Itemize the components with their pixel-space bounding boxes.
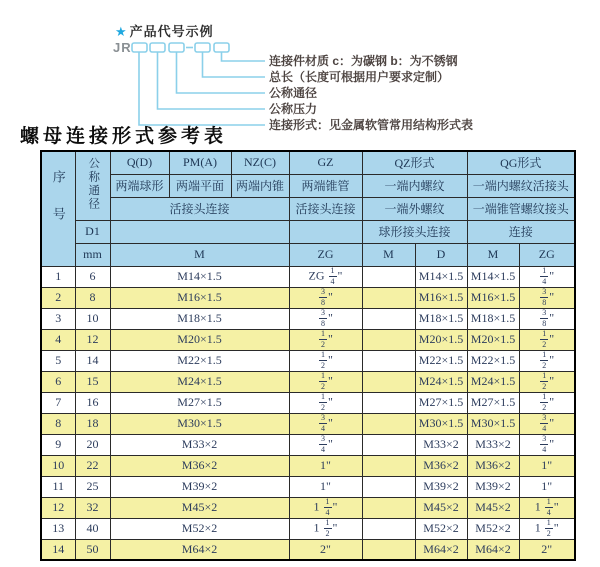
cell-dn-mm: 22 — [75, 455, 110, 476]
cell-gz-zg: 1" — [289, 476, 362, 497]
cell-qg-zg: 2" — [519, 539, 575, 560]
header-endtype-gz: 两端锥管 — [289, 174, 362, 197]
code-prefix: JR — [113, 40, 132, 55]
cell-qg-zg: $\frac{1}{4}$ " — [519, 266, 575, 287]
table-row — [41, 329, 575, 350]
cell-thread-m: M20×1.5 — [110, 329, 289, 350]
star-icon: ★ — [115, 24, 128, 39]
header-subconn-qz: 球形接头连接 — [362, 220, 467, 243]
table-row — [41, 413, 575, 434]
cell-qg-zg: $\frac{1}{2}$ " — [519, 392, 575, 413]
code-label-pressure: 公称压力 — [269, 102, 318, 116]
cell-thread-m: M39×2 — [110, 476, 289, 497]
cell-qz-m — [362, 392, 415, 413]
cell-qz-m — [362, 518, 415, 539]
cell-qg-m: M16×1.5 — [467, 287, 519, 308]
cell-qz-m — [362, 413, 415, 434]
cell-qg-zg: $\frac{3}{4}$ " — [519, 413, 575, 434]
cell-qz-d: M14×1.5 — [415, 266, 467, 287]
connector-line — [203, 52, 266, 77]
header-endtype-pma: 两端平面 — [169, 174, 231, 197]
cell-seq: 13 — [41, 518, 75, 539]
code-label-diameter: 公称通径 — [269, 86, 318, 100]
cell-qz-d: M52×2 — [415, 518, 467, 539]
cell-dn-mm: 6 — [75, 266, 110, 287]
cell-dn-mm: 32 — [75, 497, 110, 518]
header-thread-qz-d: D — [415, 243, 467, 266]
cell-seq: 5 — [41, 350, 75, 371]
cell-dn-mm: 10 — [75, 308, 110, 329]
header-code-qd: Q(D) — [110, 151, 169, 174]
cell-qz-d: M45×2 — [415, 497, 467, 518]
cell-qg-m: M20×1.5 — [467, 329, 519, 350]
cell-qz-m — [362, 476, 415, 497]
cell-thread-m: M52×2 — [110, 518, 289, 539]
cell-dn-mm: 15 — [75, 371, 110, 392]
header-code-qg: QG形式 — [467, 151, 575, 174]
code-box — [132, 43, 147, 52]
table-row — [41, 392, 575, 413]
header-code-qz: QZ形式 — [362, 151, 467, 174]
connector-line — [222, 52, 266, 61]
cell-seq: 8 — [41, 413, 75, 434]
cell-qz-d: M22×1.5 — [415, 350, 467, 371]
cell-dn-mm: 8 — [75, 287, 110, 308]
code-box — [169, 43, 184, 52]
cell-qz-m — [362, 455, 415, 476]
header-nominal-diameter: 公称通径 — [75, 151, 110, 220]
header-conn-qg: 一端锥管螺纹接头 — [467, 197, 575, 220]
cell-qz-d: M20×1.5 — [415, 329, 467, 350]
code-label-length: 总长（长度可根据用户要求定制） — [269, 70, 450, 84]
cell-seq: 3 — [41, 308, 75, 329]
table-row — [41, 371, 575, 392]
header-thread-zg: ZG — [289, 243, 362, 266]
cell-gz-zg: 1 $\frac{1}{4}$ " — [289, 497, 362, 518]
cell-qz-m — [362, 266, 415, 287]
cell-dn-mm: 18 — [75, 413, 110, 434]
cell-seq: 2 — [41, 287, 75, 308]
cell-dn-mm: 16 — [75, 392, 110, 413]
cell-qg-m: M64×2 — [467, 539, 519, 560]
code-box — [150, 43, 165, 52]
table-row — [41, 266, 575, 287]
header-thread-qg-m: M — [467, 243, 519, 266]
header-endtype-qz: 一端内螺纹 — [362, 174, 467, 197]
cell-qz-d: M36×2 — [415, 455, 467, 476]
table-row — [41, 308, 575, 329]
cell-gz-zg: $\frac{3}{8}$ " — [289, 287, 362, 308]
cell-qz-m — [362, 329, 415, 350]
cell-qg-m: M14×1.5 — [467, 266, 519, 287]
cell-qz-d: M27×1.5 — [415, 392, 467, 413]
cell-qz-d: M30×1.5 — [415, 413, 467, 434]
cell-qz-d: M33×2 — [415, 434, 467, 455]
cell-dn-mm: 40 — [75, 518, 110, 539]
cell-gz-zg: $\frac{1}{2}$ " — [289, 371, 362, 392]
header-code-nzc: NZ(C) — [231, 151, 289, 174]
cell-gz-zg: $\frac{1}{2}$ " — [289, 350, 362, 371]
cell-gz-zg: 1" — [289, 455, 362, 476]
cell-thread-m: M64×2 — [110, 539, 289, 560]
cell-thread-m: M24×1.5 — [110, 371, 289, 392]
header-blank-m — [110, 220, 289, 243]
diagram-heading-text: 产品代号示例 — [129, 24, 214, 39]
cell-gz-zg: 1 $\frac{1}{2}$ " — [289, 518, 362, 539]
cell-qg-m: M18×1.5 — [467, 308, 519, 329]
header-code-pma: PM(A) — [169, 151, 231, 174]
cell-qg-zg: 1 $\frac{1}{4}$ " — [519, 497, 575, 518]
cell-gz-zg: 2" — [289, 539, 362, 560]
cell-qg-m: M22×1.5 — [467, 350, 519, 371]
cell-qg-m: M52×2 — [467, 518, 519, 539]
cell-qz-m — [362, 308, 415, 329]
cell-qg-zg: $\frac{3}{8}$ " — [519, 308, 575, 329]
cell-qg-zg: $\frac{1}{2}$ " — [519, 329, 575, 350]
cell-dn-mm: 50 — [75, 539, 110, 560]
header-mm: mm — [75, 243, 110, 266]
code-label-material: 连接件材质 c：为碳钢 b：为不锈钢 — [269, 54, 458, 68]
cell-qz-m — [362, 539, 415, 560]
cell-qz-m — [362, 350, 415, 371]
header-thread-qz-m: M — [362, 243, 415, 266]
cell-gz-zg: $\frac{1}{2}$ " — [289, 329, 362, 350]
cell-seq: 11 — [41, 476, 75, 497]
cell-seq: 7 — [41, 392, 75, 413]
cell-qz-m — [362, 287, 415, 308]
code-box — [214, 43, 229, 52]
cell-qz-d: M16×1.5 — [415, 287, 467, 308]
table-row — [41, 518, 575, 539]
cell-seq: 10 — [41, 455, 75, 476]
cell-dn-mm: 25 — [75, 476, 110, 497]
cell-seq: 12 — [41, 497, 75, 518]
cell-seq: 6 — [41, 371, 75, 392]
cell-thread-m: M16×1.5 — [110, 287, 289, 308]
cell-qg-zg: 1 $\frac{1}{2}$ " — [519, 518, 575, 539]
cell-qg-m: M39×2 — [467, 476, 519, 497]
table-row — [41, 287, 575, 308]
header-conn-union: 活接头连接 — [110, 197, 289, 220]
cell-thread-m: M18×1.5 — [110, 308, 289, 329]
cell-seq: 1 — [41, 266, 75, 287]
table-header — [41, 151, 575, 266]
cell-qg-zg: 1" — [519, 455, 575, 476]
cell-thread-m: M14×1.5 — [110, 266, 289, 287]
header-seq: 序号 — [41, 151, 75, 266]
cell-qg-zg: $\frac{1}{2}$ " — [519, 350, 575, 371]
header-blank-gz — [289, 220, 362, 243]
header-thread-m: M — [110, 243, 289, 266]
table-row — [41, 476, 575, 497]
cell-thread-m: M30×1.5 — [110, 413, 289, 434]
cell-qg-m: M24×1.5 — [467, 371, 519, 392]
table-row — [41, 434, 575, 455]
table-row — [41, 497, 575, 518]
cell-thread-m: M36×2 — [110, 455, 289, 476]
code-box — [195, 43, 210, 52]
cell-gz-zg: $\frac{1}{2}$ " — [289, 392, 362, 413]
table-row — [41, 455, 575, 476]
cell-qz-d: M18×1.5 — [415, 308, 467, 329]
table-row — [41, 539, 575, 560]
cell-qg-m: M33×2 — [467, 434, 519, 455]
nut-connection-table — [40, 150, 576, 561]
cell-seq: 9 — [41, 434, 75, 455]
header-endtype-nzc: 两端内锥 — [231, 174, 289, 197]
cell-gz-zg: $\frac{3}{4}$ " — [289, 413, 362, 434]
header-conn-gz: 活接头连接 — [289, 197, 362, 220]
code-label-connection: 连接形式：见金属软管常用结构形式表 — [269, 118, 474, 132]
table-body — [41, 266, 575, 560]
cell-qg-m: M36×2 — [467, 455, 519, 476]
table-row — [41, 350, 575, 371]
header-thread-qg-zg: ZG — [519, 243, 575, 266]
cell-qg-zg: $\frac{1}{2}$ " — [519, 371, 575, 392]
cell-dn-mm: 14 — [75, 350, 110, 371]
cell-thread-m: M33×2 — [110, 434, 289, 455]
cell-qg-zg: $\frac{3}{4}$ " — [519, 434, 575, 455]
cell-qz-d: M24×1.5 — [415, 371, 467, 392]
cell-thread-m: M45×2 — [110, 497, 289, 518]
cell-qg-m: M45×2 — [467, 497, 519, 518]
header-d1: D1 — [75, 220, 110, 243]
cell-qz-m — [362, 434, 415, 455]
cell-seq: 4 — [41, 329, 75, 350]
cell-qg-zg: $\frac{3}{8}$ " — [519, 287, 575, 308]
cell-gz-zg: $\frac{3}{4}$ " — [289, 434, 362, 455]
cell-qz-d: M64×2 — [415, 539, 467, 560]
table-title: 螺母连接形式参考表 — [20, 126, 228, 147]
header-endtype-qg: 一端内螺纹活接头 — [467, 174, 575, 197]
cell-thread-m: M27×1.5 — [110, 392, 289, 413]
header-endtype-qd: 两端球形 — [110, 174, 169, 197]
header-conn-qz: 一端外螺纹 — [362, 197, 467, 220]
cell-gz-zg: $\frac{3}{8}$ " — [289, 308, 362, 329]
cell-qg-zg: 1" — [519, 476, 575, 497]
cell-qz-d: M39×2 — [415, 476, 467, 497]
cell-dn-mm: 12 — [75, 329, 110, 350]
cell-thread-m: M22×1.5 — [110, 350, 289, 371]
cell-qz-m — [362, 497, 415, 518]
header-code-gz: GZ — [289, 151, 362, 174]
cell-dn-mm: 20 — [75, 434, 110, 455]
cell-qg-m: M30×1.5 — [467, 413, 519, 434]
diagram-heading — [115, 21, 214, 40]
cell-qz-m — [362, 371, 415, 392]
cell-gz-zg: ZG $\frac{1}{4}$ " — [289, 266, 362, 287]
header-subconn-qg: 连接 — [467, 220, 575, 243]
cell-seq: 14 — [41, 539, 75, 560]
cell-qg-m: M27×1.5 — [467, 392, 519, 413]
